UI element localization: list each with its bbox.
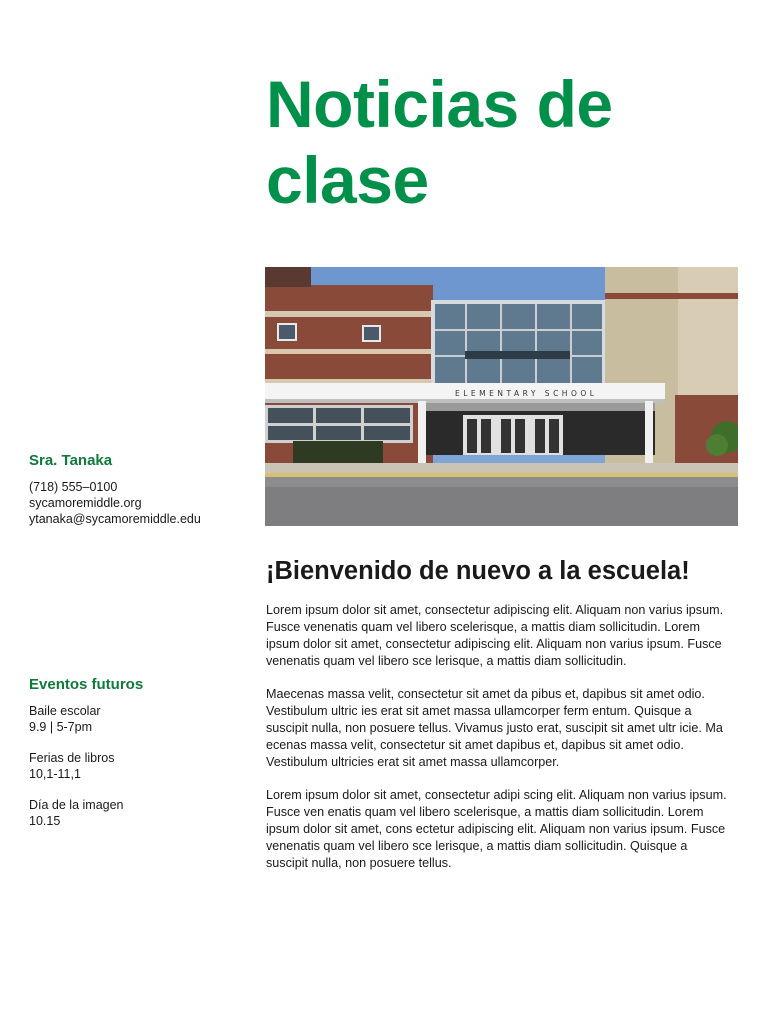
article-paragraph: Lorem ipsum dolor sit amet, consectetur adipiscing elit. Aliquam non varius ipsum. Fusce venenatis quam vel libero scelerisque, a mattis diam sollicitudin. Lorem ipsum dolor sit amet, consectetur adipiscing elit. Aliquam non varius ipsum. Fusce venenatis quam vel libero sce lerisque, a mattis diam sollicitudin.	[266, 603, 724, 668]
event-name: Día de la imagen	[29, 798, 124, 812]
article-heading: ¡Bienvenido de nuevo a la escuela!	[266, 557, 690, 585]
event-name: Baile escolar	[29, 704, 101, 718]
event-item	[29, 703, 249, 735]
upcoming-events	[29, 676, 249, 844]
article-paragraph: Lorem ipsum dolor sit amet, consectetur adipi scing elit. Aliquam non varius ipsum. Fusce ven enatis quam vel libero scelerisque, a mattis diam sollicitudin. Lorem ipsum dolor sit amet, cons ectetur adipiscing elit. Aliquam non varius ipsum. Fusce venenatis quam vel libero sce lerisque, a mattis diam sollicitudin. Quisque a suscipit nulla, non posuere tellus.	[266, 788, 727, 870]
event-name: Ferias de libros	[29, 751, 115, 765]
event-date: 10.15	[29, 814, 61, 828]
website-link[interactable]: sycamoremiddle.org	[29, 496, 142, 510]
page-title: Noticias de clase	[266, 67, 613, 217]
article-body	[266, 602, 728, 888]
teacher-name: Sra. Tanaka	[29, 452, 113, 469]
phone-number: (718) 555–0100	[29, 480, 118, 494]
contact-info	[29, 452, 249, 527]
school-sign-text: ELEMENTARY SCHOOL	[455, 389, 598, 398]
article-paragraph: Maecenas massa velit, consectetur sit amet da pibus et, dapibus sit amet odio. Vestibulum ultric ies erat sit amet massa ullamcorper ferm entum. Quisque a suscipit nulla, non posuere tellus. Vivamus justo erat, suscipit sit amet ultr icie. Ma ecenas massa velit, consectetur sit amet dapibus et, dapibus sit amet odio. Vestibulum ultricies erat sit amet massa ullamcorper.	[266, 687, 723, 769]
event-item	[29, 750, 249, 782]
event-date: 9.9 | 5-7pm	[29, 720, 93, 734]
email-link[interactable]: ytanaka@sycamoremiddle.edu	[29, 512, 201, 526]
event-date: 10,1-11,1	[29, 767, 81, 781]
event-item	[29, 797, 249, 829]
events-heading: Eventos futuros	[29, 676, 144, 693]
school-building-photo	[265, 267, 738, 526]
